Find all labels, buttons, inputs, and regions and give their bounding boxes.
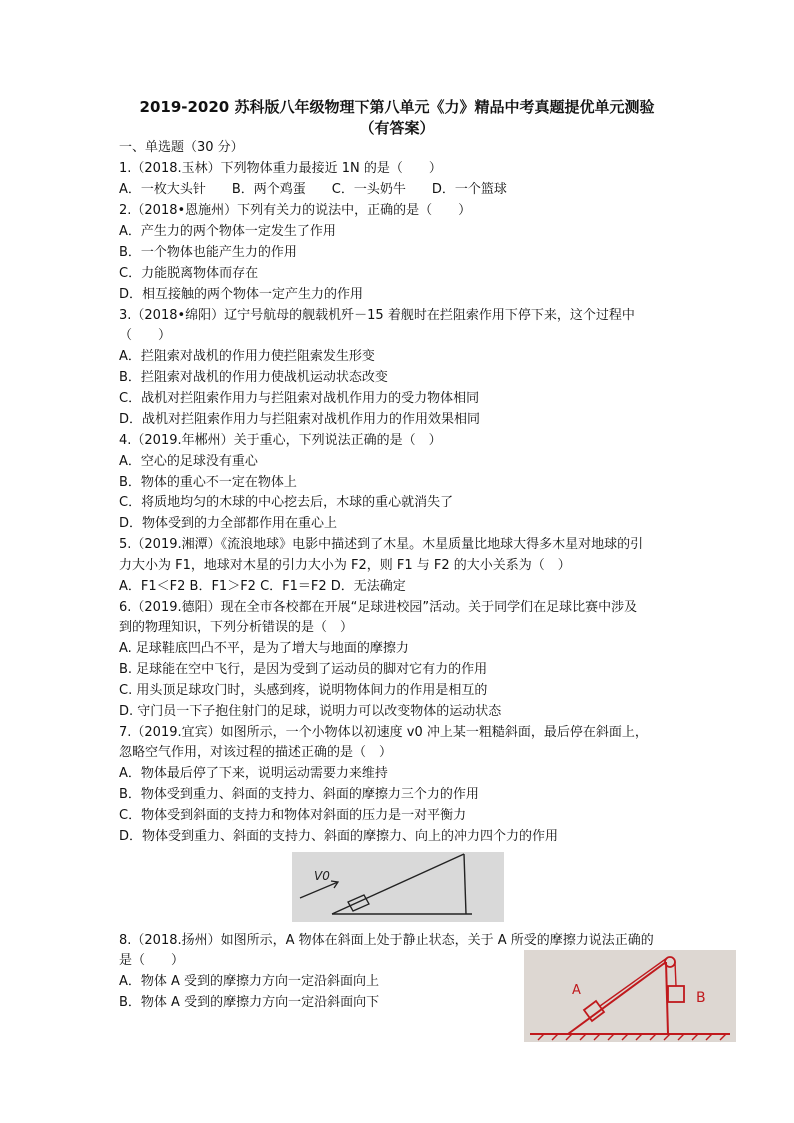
question-8-option-a: A．物体 A 受到的摩擦力方向一定沿斜面向上 xyxy=(119,974,380,989)
question-3-option-a: A．拦阻索对战机的作用力使拦阻索发生形变 xyxy=(119,349,375,364)
question-3-option-b: B．拦阻索对战机的作用力使战机运动状态改变 xyxy=(119,370,388,385)
pulley-incline-drawing xyxy=(524,950,736,1042)
rope-incline xyxy=(600,958,667,1006)
question-3-option-c: C．战机对拦阻索作用力与拦阻索对战机作用力的受力物体相同 xyxy=(119,391,480,406)
question-7-option-c: C．物体受到斜面的支持力和物体对斜面的压力是一对平衡力 xyxy=(119,808,467,823)
question-8-option-b: B．物体 A 受到的摩擦力方向一定沿斜面向下 xyxy=(119,995,380,1010)
question-8-stem-cont: 是（ ） xyxy=(119,953,185,968)
question-4-option-d: D．物体受到的力全部都作用在重心上 xyxy=(119,516,338,531)
block-b xyxy=(668,986,684,1002)
question-8-stem: 8.（2018.扬州）如图所示，A 物体在斜面上处于静止状态，关于 A 所受的摩擦力说法正确的 xyxy=(119,933,654,948)
document-title: 2019-2020 苏科版八年级物理下第八单元《力》精品中考真题提优单元测验 xyxy=(139,98,655,116)
question-7-stem-cont: 忽略空气作用，对该过程的描述正确的是（ ） xyxy=(119,745,393,760)
question-6-option-b: B. 足球能在空中飞行，是因为受到了运动员的脚对它有力的作用 xyxy=(119,662,488,677)
question-6-option-c: C. 用头顶足球攻门时，头感到疼，说明物体间力的作用是相互的 xyxy=(119,683,488,698)
block-a xyxy=(584,1001,604,1021)
question-6-option-a: A. 足球鞋底凹凸不平，是为了增大与地面的摩擦力 xyxy=(119,641,409,656)
question-3-stem: 3.（2018•绵阳）辽宁号航母的舰载机歼－15 着舰时在拦阻索作用下停下来，这个过程中 xyxy=(119,308,635,323)
question-6-stem: 6.（2019.德阳）现在全市各校都在开展“足球进校园”活动。关于同学们在足球比赛中涉及 xyxy=(119,600,638,615)
question-7-option-d: D．物体受到重力、斜面的支持力、斜面的摩擦力、向上的冲力四个力的作用 xyxy=(119,829,559,844)
question-2-option-c: C．力能脱离物体而存在 xyxy=(119,266,259,281)
question-2-option-b: B．一个物体也能产生力的作用 xyxy=(119,245,297,260)
question-7-stem: 7.（2019.宜宾）如图所示，一个小物体以初速度 v0 冲上某一粗糙斜面，最后停在斜面上， xyxy=(119,725,648,740)
question-5-stem-cont: 力大小为 F1，地球对木星的引力大小为 F2，则 F1 与 F2 的大小关系为（ ） xyxy=(119,558,571,573)
question-2-option-d: D．相互接触的两个物体一定产生力的作用 xyxy=(119,287,364,302)
question-4-option-c: C．将质地均匀的木球的中心挖去后，木球的重心就消失了 xyxy=(119,495,454,510)
incline-surface xyxy=(568,962,666,1034)
question-5-options: A．F1＜F2 B．F1＞F2 C．F1＝F2 D．无法确定 xyxy=(119,579,406,594)
incline-surface xyxy=(332,854,464,914)
question-4-stem: 4.（2019.年郴州）关于重心，下列说法正确的是（ ） xyxy=(119,433,442,448)
incline-side xyxy=(464,854,466,914)
question-7-option-b: B．物体受到重力、斜面的支持力、斜面的摩擦力三个力的作用 xyxy=(119,787,479,802)
question-4-option-a: A．空心的足球没有重心 xyxy=(119,454,258,469)
rope-vertical xyxy=(675,962,676,986)
v0-label: V0 xyxy=(314,869,330,883)
question-7-option-a: A．物体最后停了下来，说明运动需要力来维持 xyxy=(119,766,388,781)
section-heading: 一、单选题（30 分） xyxy=(119,140,244,155)
question-1-options: A．一枚大头针 B．两个鸡蛋 C．一头奶牛 D．一个篮球 xyxy=(119,182,507,197)
velocity-arrow xyxy=(300,882,338,898)
question-5-stem: 5.（2019.湘潭）《流浪地球》电影中描述到了木星。木星质量比地球大得多木星对地球的引 xyxy=(119,537,644,552)
incline-drawing xyxy=(292,852,504,922)
sliding-block xyxy=(348,895,369,911)
question-3-option-d: D．战机对拦阻索作用力与拦阻索对战机作用力的作用效果相同 xyxy=(119,412,481,427)
incline-figure-q7 xyxy=(292,852,504,922)
document-subtitle: （有答案） xyxy=(359,119,435,137)
question-1-stem: 1.（2018.玉林）下列物体重力最接近 1N 的是（ ） xyxy=(119,161,442,176)
question-6-option-d: D. 守门员一下子抱住射门的足球，说明力可以改变物体的运动状态 xyxy=(119,704,502,719)
question-4-option-b: B．物体的重心不一定在物体上 xyxy=(119,475,297,490)
pulley-incline-figure-q8 xyxy=(524,950,736,1042)
question-3-stem-cont: （ ） xyxy=(119,328,172,343)
label-b: B xyxy=(696,990,706,1006)
label-a: A xyxy=(572,983,581,998)
question-2-stem: 2.（2018•恩施州）下列有关力的说法中，正确的是（ ） xyxy=(119,203,472,218)
question-6-stem-cont: 到的物理知识，下列分析错误的是（ ） xyxy=(119,620,354,635)
question-2-option-a: A．产生力的两个物体一定发生了作用 xyxy=(119,224,336,239)
